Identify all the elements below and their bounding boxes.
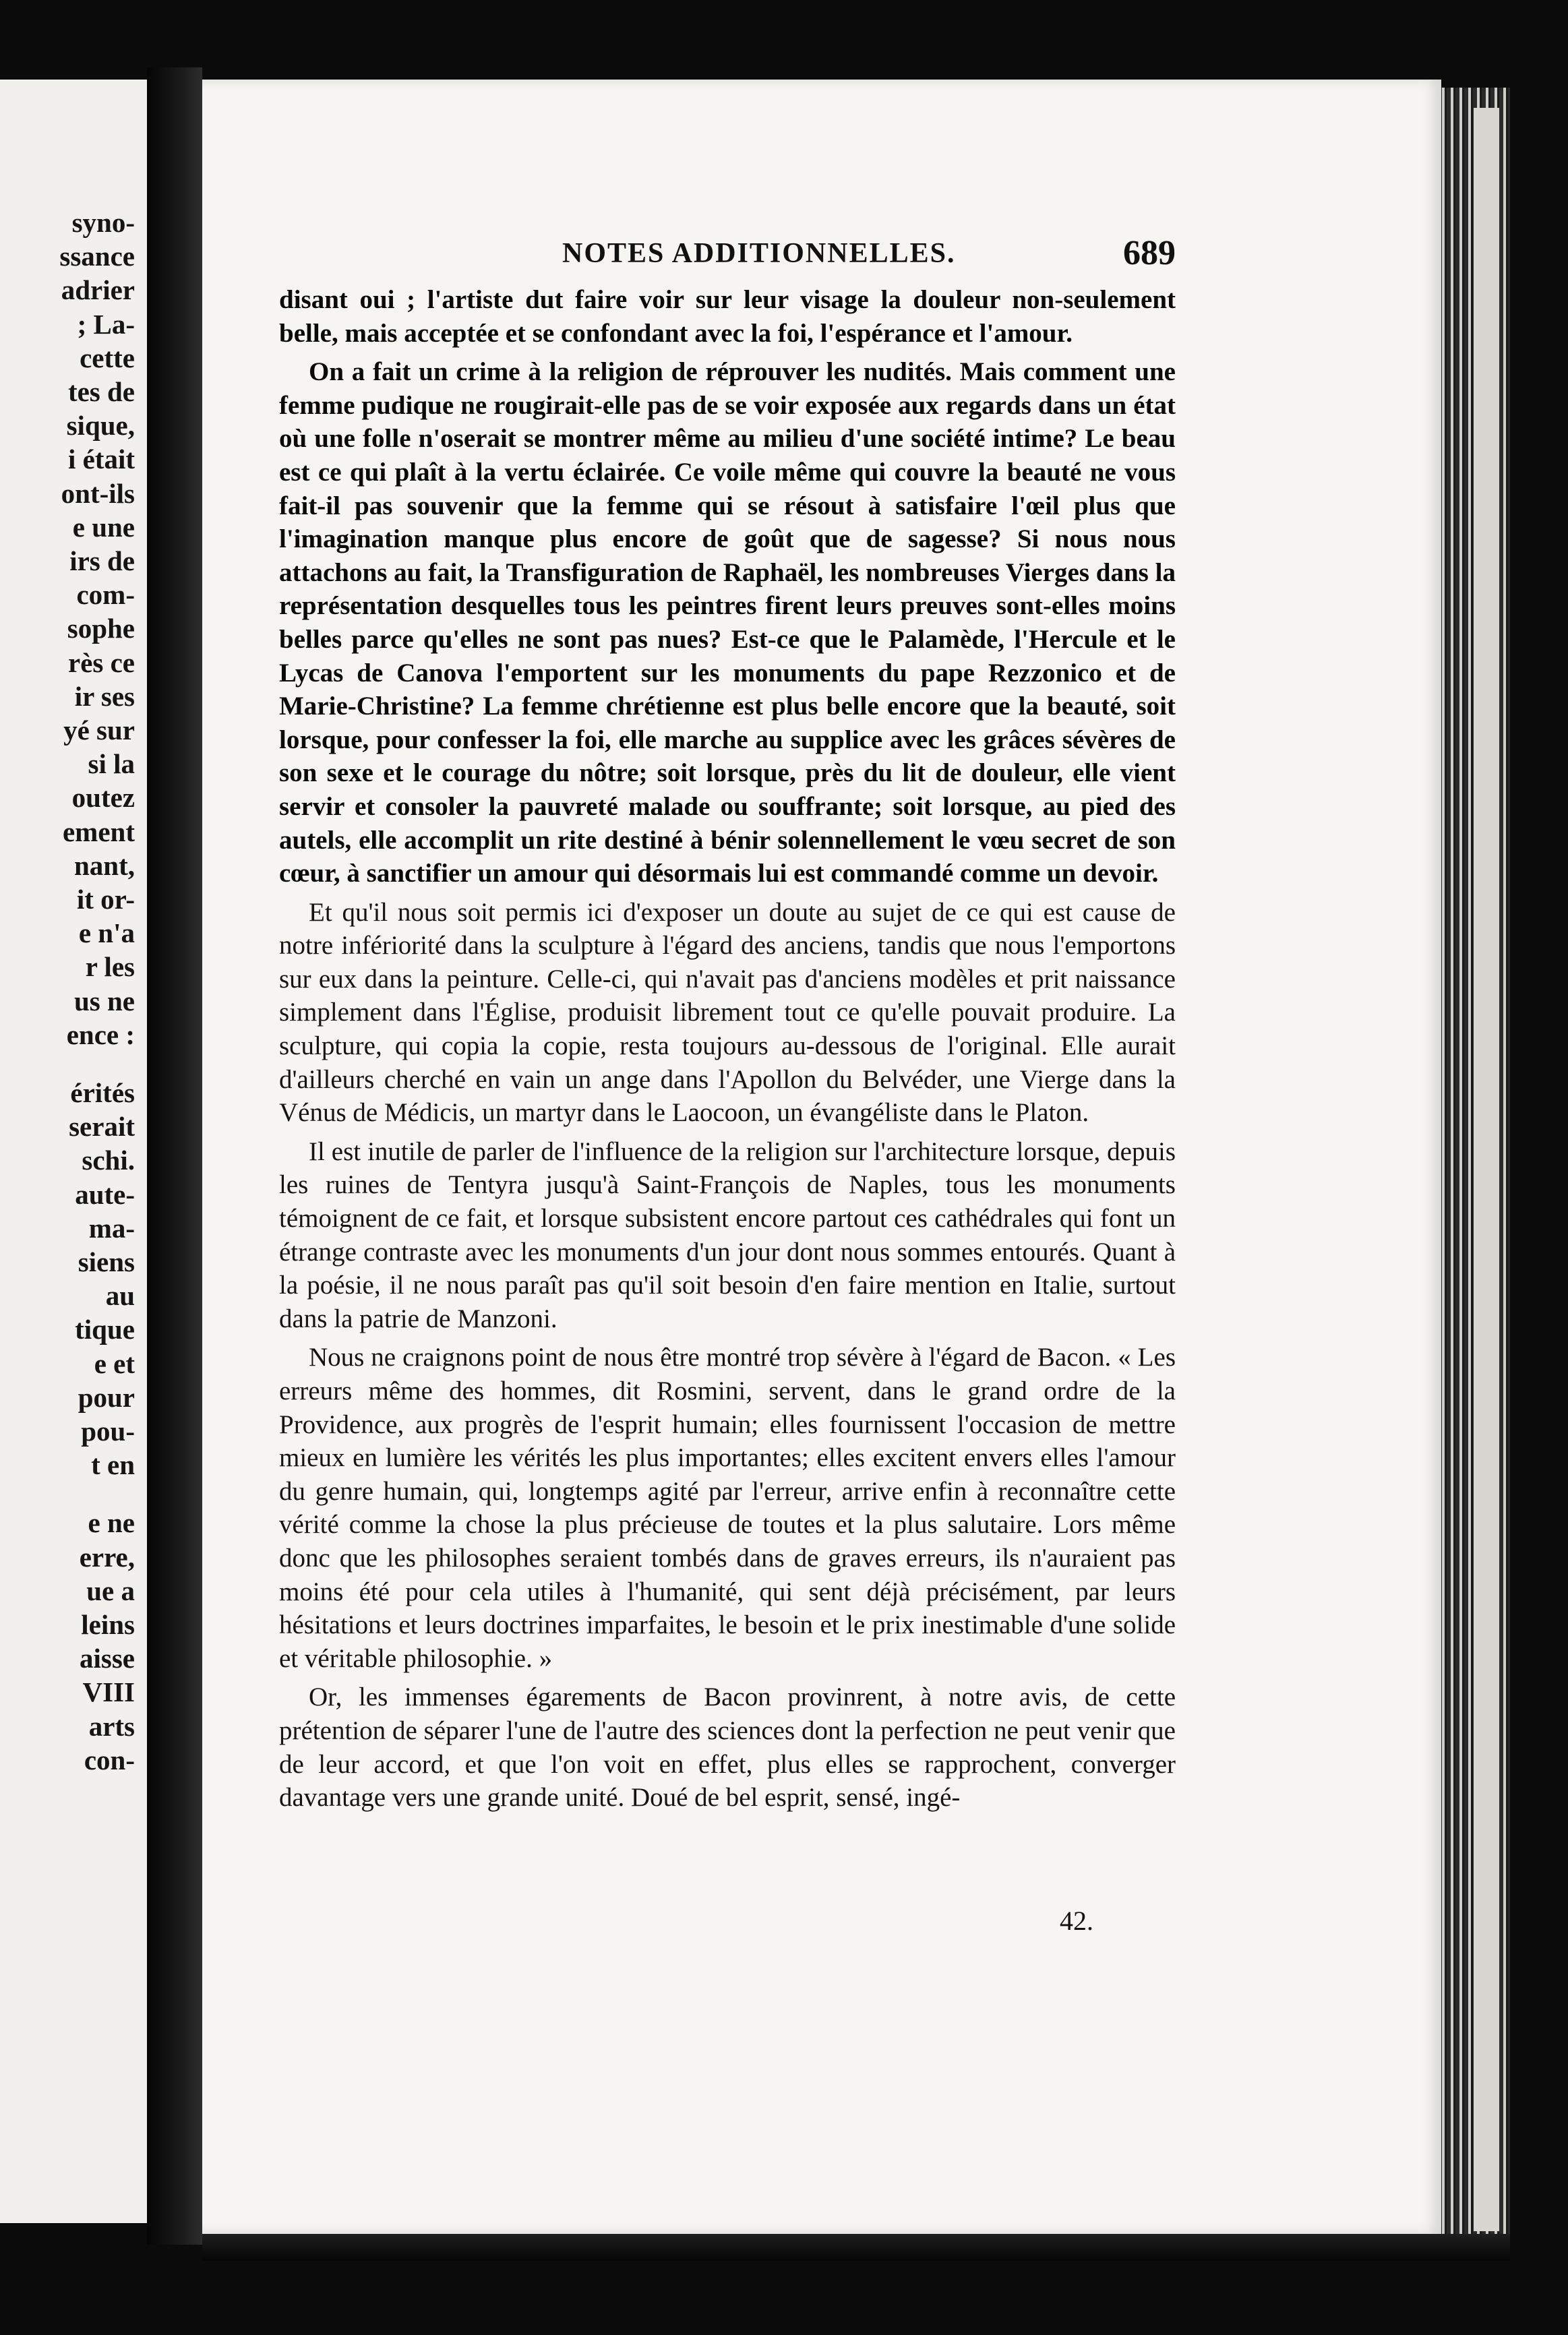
- left-page-line: sique,: [66, 410, 135, 442]
- bottom-shadow: [202, 2234, 1510, 2261]
- left-page-line: aisse: [80, 1643, 135, 1674]
- paragraph-5: Nous ne craignons point de nous être montré trop sévère à l'égard de Bacon. « Les erreurs même des hommes, dit Rosmini, servent, dans le grand ordre de la Providence, aux progrès de l'esprit humain; elles fournissent l'occasion de mettre mieux en lumière les vérités les plus importantes; elles excitent envers elles l'amour du genre humain, qui, longtemps agité par l'erreur, arrive enfin à reconnaître cette vérité comme la chose la plus précieuse de toutes et la plus salutaire. Lors même donc que les philosophes seraient tombés dans de graves erreurs, ils n'auraient pas moins été pour cela utiles à l'humanité, qui sent déjà précisément, par leurs hésitations et leurs doctrines imparfaites, le besoin et le prix inestimable d'une solide et véritable philosophie. »: [279, 1343, 1176, 1673]
- left-page-line: i était: [67, 444, 135, 475]
- left-page-line: aute-: [75, 1178, 135, 1210]
- left-page-line: pour: [78, 1381, 135, 1413]
- left-page-fragment: [0, 80, 147, 2223]
- signature-mark: 42.: [1060, 1906, 1093, 1936]
- left-page-line: leins: [81, 1609, 135, 1640]
- left-page-line: us ne: [73, 985, 135, 1017]
- left-page-line: VIII: [82, 1676, 135, 1708]
- page-edges-light: [1474, 108, 1499, 2231]
- left-page-line: tique: [75, 1314, 135, 1345]
- left-page-line: syno-: [71, 207, 135, 238]
- left-page-line: con-: [84, 1744, 135, 1776]
- left-page-line: erre,: [79, 1541, 135, 1573]
- left-page-line: arts: [88, 1710, 135, 1742]
- left-page-line: érités: [70, 1077, 135, 1108]
- left-page-line: adrier: [61, 274, 135, 306]
- left-page-line: it or-: [76, 884, 135, 915]
- paragraph-6: Or, les immenses égarements de Bacon provinrent, à notre avis, de cette prétention de séparer l'une de l'autre des sciences dont la perfection ne peut venir que de leur accord, et que l'on voit en effet, plus elles se rapprochent, converger davantage vers une grande unité. Doué de bel esprit, sensé, ingé-: [279, 1682, 1176, 1813]
- left-page-line: ement: [62, 816, 135, 847]
- left-page-line: ir ses: [74, 680, 135, 712]
- left-page-line: tes de: [67, 376, 135, 407]
- left-page-line: e n'a: [78, 917, 135, 949]
- page-header: [279, 234, 1176, 274]
- left-page-line: com-: [76, 579, 135, 611]
- paragraph-3: Et qu'il nous soit permis ici d'exposer un doute au sujet de ce qui est cause de notre infériorité dans la sculpture à l'égard des anciens, tandis que nous l'emportons sur eux dans la peinture. Celle-ci, qui n'avait pas d'anciens modèles et prit naissance simplement dans l'Église, produisit librement tout ce qu'elle pouvait produire. La sculpture, qui copia la copie, resta toujours au-dessous de l'original. Elle aurait d'ailleurs cherché en vain un ange dans l'Apollon du Belvéder, une Vierge dans la Vénus de Médicis, un martyr dans le Laocoon, un évangéliste dans le Platon.: [279, 897, 1176, 1128]
- left-page-line: ence :: [66, 1019, 135, 1050]
- left-page-line: nant,: [73, 849, 135, 881]
- left-page-line: e une: [72, 511, 135, 543]
- left-page-line: sophe: [67, 613, 135, 644]
- book-gutter: [147, 67, 202, 2245]
- left-page-line: ssance: [59, 241, 135, 272]
- left-page-line: ont-ils: [61, 477, 135, 509]
- left-page-line: t en: [91, 1449, 135, 1481]
- left-page-line: cette: [80, 342, 135, 373]
- left-page-line: siens: [78, 1246, 135, 1277]
- running-head: NOTES ADDITIONNELLES.: [562, 238, 956, 269]
- left-page-line: ue a: [86, 1575, 135, 1606]
- left-page-line: outez: [71, 782, 135, 814]
- left-page-line: ; La-: [77, 308, 135, 340]
- paragraph-4: Il est inutile de parler de l'influence de la religion sur l'architecture lorsque, depuis les ruines de Tentyra jusqu'à Saint-François de Naples, tous les monuments témoignent de ce fait, et lorsque subsistent encore partout ces cathédrales qui font un étrange contraste avec les monuments d'un jour dont nous sommes entourés. Quant à la poésie, il ne nous paraît pas qu'il soit besoin d'en faire mention en Italie, surtout dans la patrie de Manzoni.: [279, 1136, 1176, 1333]
- left-page-line: pou-: [81, 1416, 135, 1447]
- left-page-line: schi.: [82, 1145, 135, 1176]
- left-page-line: au: [105, 1280, 135, 1312]
- paragraph-1: disant oui ; l'artiste dut faire voir sur leur visage la douleur non-seulement belle, mais acceptée et se confondant avec la foi, l'espérance et l'amour.: [279, 285, 1176, 348]
- left-page-line: yé sur: [63, 715, 135, 746]
- left-page-line: e ne: [88, 1507, 135, 1539]
- left-page-line: si la: [88, 748, 135, 780]
- left-page-line: ma-: [88, 1212, 135, 1244]
- body-text: [279, 283, 1176, 1815]
- left-page-line: rès ce: [68, 646, 135, 678]
- left-page-line: serait: [69, 1111, 135, 1143]
- left-page-line: r les: [85, 951, 135, 983]
- paragraph-2: On a fait un crime à la religion de réprouver les nudités. Mais comment une femme pudique ne rougirait-elle pas de se voir exposée aux regards dans un état où une folle n'oserait se montrer même au milieu d'une société intime? Le beau est ce qui plaît à la vertu éclairée. Ce voile même qui couvre la beauté ne vous fait-il pas souvenir que la femme qui se résout à satisfaire l'œil plus que l'imagination manque plus encore de goût que de sagesse? Si nous nous attachons au fait, la Transfiguration de Raphaël, les nombreuses Vierges dans la représentation desquelles tous les peintres firent leurs preuves sont-elles moins belles parce qu'elles ne sont pas nues? Est-ce que le Palamède, l'Hercule et le Lycas de Canova l'emportent sur les monuments du pape Rezzonico et de Marie-Christine? La femme chrétienne est plus belle encore que la beauté, soit lorsque, pour confesser la foi, elle marche au supplice avec les grâces sévères de son sexe et le courage du nôtre; soit lorsque, près du lit de douleur, elle vient servir et consoler la pauvreté malade ou souffrante; soit lorsque, au pied des autels, elle accomplit un rite destiné à bénir solennellement le vœu secret de son cœur, à sanctifier un amour qui désormais lui est commandé comme un devoir.: [279, 357, 1176, 888]
- page-number: 689: [1123, 234, 1176, 272]
- left-page-line: e et: [94, 1347, 135, 1379]
- left-page-line: irs de: [69, 545, 135, 576]
